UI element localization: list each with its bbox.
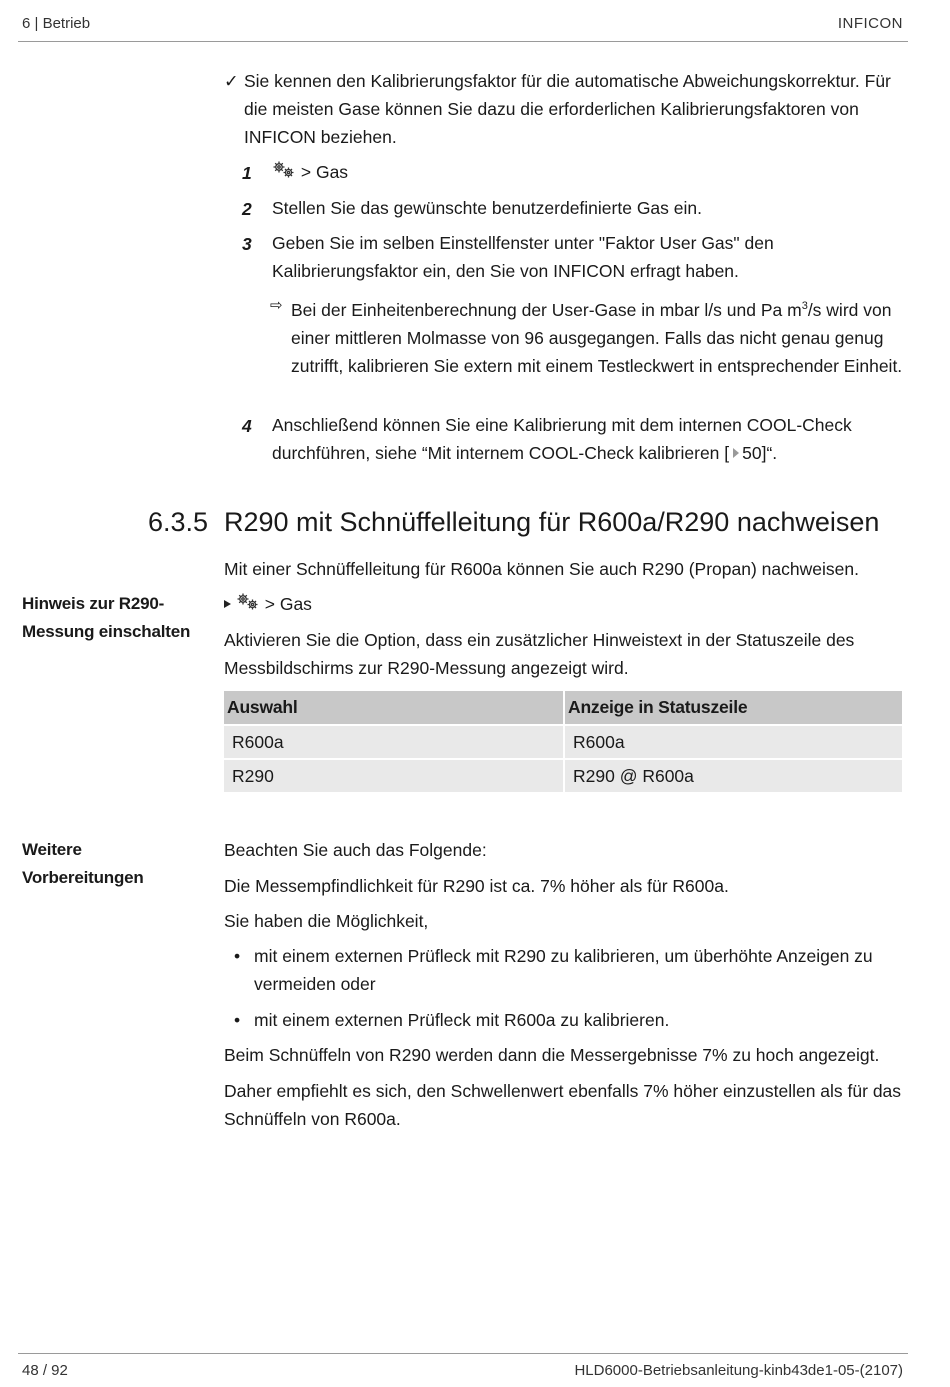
table-row <box>224 725 902 759</box>
table-cell: R600a <box>564 725 902 759</box>
activate-instruction: Aktivieren Sie die Option, dass ein zusätzlicher Hinweistext in der Statuszeile des Messbildschirms zur R290-Messung angezeigt wird. <box>224 630 855 678</box>
table-header-anzeige: Anzeige in Statuszeile <box>564 691 902 725</box>
result-text-part2: /s wird von einer mittleren Molmasse von 96 ausgegangen. Falls das nicht genau genug zutrifft, kalibrieren Sie extern mit einem Testleckwert in entsprechender Einheit. <box>291 299 903 376</box>
step-1-text: > Gas <box>300 162 349 182</box>
step-4-text-end: ]“. <box>761 443 778 463</box>
bullet-icon: • <box>234 946 241 966</box>
table-cell: R290 @ R600a <box>564 759 902 792</box>
cross-reference-triangle-icon <box>733 448 739 458</box>
closing-paragraph: Beim Schnüffeln von R290 werden dann die Messergebnisse 7% zu hoch angezeigt. <box>224 1045 880 1065</box>
check-mark-icon: ✓ <box>224 71 239 91</box>
table-cell: R290 <box>224 759 564 792</box>
step-4 <box>272 411 902 467</box>
note-paragraph: Beachten Sie auch das Folgende: <box>224 840 487 860</box>
status-line-table <box>224 691 902 792</box>
section-title: R290 mit Schnüffelleitung für R600a/R290 nachweisen <box>224 507 880 537</box>
bullet-icon: • <box>234 1010 241 1030</box>
running-header-chapter: 6 | Betrieb <box>22 15 91 32</box>
bullet-item: mit einem externen Prüfleck mit R290 zu kalibrieren, um überhöhte Anzeigen zu vermeiden oder <box>254 946 873 994</box>
step-3-result <box>291 292 903 380</box>
superscript-3: 3 <box>801 300 808 312</box>
gears-icon <box>236 592 260 612</box>
step-number: 2 <box>242 199 252 219</box>
step-1 <box>272 158 902 186</box>
note-paragraph: Die Messempfindlichkeit für R290 ist ca. 7% höher als für R600a. <box>224 876 729 896</box>
header-divider <box>18 41 908 42</box>
step-3-text: Geben Sie im selben Einstellfenster unter "Faktor User Gas" den Kalibrierungsfaktor ein, den Sie von INFICON erfragt haben. <box>272 233 774 281</box>
gears-icon <box>272 160 296 180</box>
step-number: 4 <box>242 416 252 436</box>
table-row <box>224 759 902 792</box>
sidebar-label-r290-hint: Hinweis zur R290-Messung einschalten <box>22 594 191 641</box>
action-play-icon <box>224 600 231 608</box>
section-intro: Mit einer Schnüffelleitung für R600a können Sie auch R290 (Propan) nachweisen. <box>224 559 859 579</box>
result-arrow-icon: ⇨ <box>270 297 283 314</box>
step-number: 3 <box>242 234 252 254</box>
closing-paragraph: Daher empfiehlt es sich, den Schwellenwert ebenfalls 7% höher einzustellen als für das Schnüffeln von R600a. <box>224 1081 902 1129</box>
running-header-brand: INFICON <box>837 15 903 32</box>
prerequisite-text: Sie kennen den Kalibrierungsfaktor für die automatische Abweichungskorrektur. Für die meisten Gase können Sie dazu die erforderlichen Kalibrierungsfaktoren von INFICON beziehen. <box>244 71 891 147</box>
action-step-text: > Gas <box>264 594 312 614</box>
bullet-item: mit einem externen Prüfleck mit R600a zu kalibrieren. <box>254 1010 670 1030</box>
step-2-text: Stellen Sie das gewünschte benutzerdefinierte Gas ein. <box>272 198 702 218</box>
action-step <box>224 590 904 618</box>
step-4-text: Anschließend können Sie eine Kalibrierung mit dem internen COOL-Check durchführen, siehe “Mit internem COOL-Check kalibrieren [ <box>272 415 852 463</box>
table-header-row <box>224 691 902 725</box>
section-number: 6.3.5 <box>148 507 209 537</box>
sidebar-label-further-preparations: Weitere Vorbereitungen <box>22 840 144 887</box>
cross-reference-link[interactable]: 50 <box>742 443 762 463</box>
note-paragraph: Sie haben die Möglichkeit, <box>224 911 429 931</box>
footer-divider <box>18 1353 908 1354</box>
document-id: HLD6000-Betriebsanleitung-kinb43de1-05-(2107) <box>574 1362 903 1379</box>
step-number: 1 <box>242 163 252 183</box>
result-text-part1: Bei der Einheitenberechnung der User-Gase in mbar l/s und Pa m <box>291 299 802 320</box>
page-number: 48 / 92 <box>22 1362 68 1379</box>
table-header-auswahl: Auswahl <box>224 691 564 725</box>
table-cell: R600a <box>224 725 564 759</box>
